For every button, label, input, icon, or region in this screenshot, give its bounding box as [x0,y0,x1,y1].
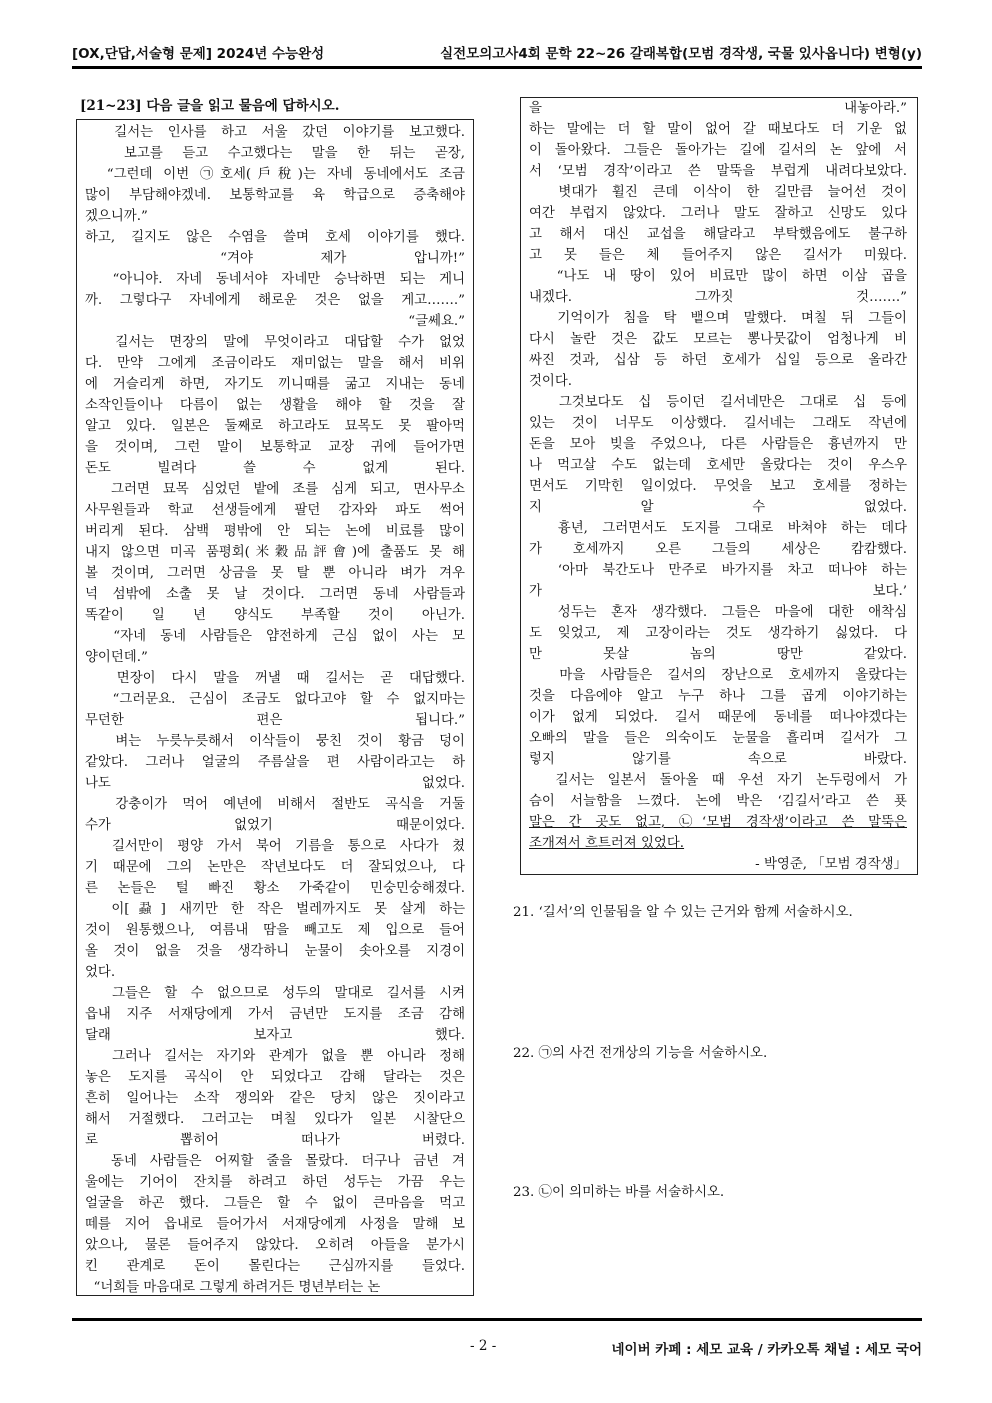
passage-line: 무던한 편은 됩니다.” [85,713,465,728]
passage-line: 나도 없었다. [85,776,465,791]
passage-line: 넉 섬밖에 소출 못 날 것이다. 그러면 동네 사람들과 [85,587,465,602]
passage-line: “그런데 이번 ㉠호세(戶稅)는 자네 동네에서도 조금 [85,167,465,182]
passage-line: 도 잊었고, 제 고장이라는 것도 생각하기 싫었다. 다 [529,626,907,641]
passage-line: 돈도 빌려다 쓸 수 없게 된다. [85,461,465,476]
passage-line: 다. 만약 그에게 조금이라도 재미없는 말을 해서 비위 [85,356,465,371]
passage-line: 나 먹고살 수도 없는데 호세만 올랐다는 것이 우스우 [529,458,907,473]
passage-line: 말은 간 곳도 없고, ㉡‘모범 경작생’이라고 쓴 말뚝은 [529,815,907,830]
passage-line: 길서만이 평양 가서 북어 기름을 통으로 사다가 쳤 [85,839,465,854]
question-22: 22. ㉠의 사건 전개상의 기능을 서술하시오. [513,1046,768,1061]
passage-line: 얼굴을 하곤 했다. 그들은 할 수 없이 큰마음을 먹고 [85,1196,465,1211]
passage-line: 성두는 혼자 생각했다. 그들은 마을에 대한 애착심 [529,605,907,620]
passage-line: 하고, 길지도 않은 수염을 쓸며 호세 이야기를 했다. [85,230,465,245]
passage-line: 돈을 모아 빚을 주었으나, 다른 사람들은 흉년까지 만 [529,437,907,452]
header-right-title: 실전모의고사4회 문학 22~26 갈래복합(모범 경작생, 국물 있사옵니다) 변형(y) [440,46,922,62]
footer-rule [72,1318,922,1321]
page-number: - 2 - [470,1338,497,1354]
passage-line: 길서는 일본서 돌아올 때 우선 자기 논두렁에서 가 [529,773,907,788]
passage-line: 것이다. [529,374,573,389]
passage-line: 조개져서 흐트러져 있었다. [529,836,685,851]
passage-line: 면장이 다시 말을 꺼낼 때 길서는 곧 대답했다. [85,671,465,686]
passage-line: 읍내 지주 서재당에게 가서 금년만 도지를 조금 감해 [85,1007,465,1022]
passage-line: 었다. [85,965,116,980]
passage-line: 길서는 면장의 말에 무엇이라고 대답할 수가 없었 [85,335,465,350]
passage-line: 그들은 할 수 없으므로 성두의 말대로 길서를 시켜 [85,986,465,1001]
passage-line: 가 보다.’ [529,584,907,599]
passage-line: 다시 놀란 것은 값도 모르는 뽕나뭇값이 엄청나게 비 [529,332,907,347]
passage-line: 벼는 누릇누릇해서 이삭들이 뭉친 것이 황금 덩이 [85,734,465,749]
passage-line: 달래 보자고 했다. [85,1028,465,1043]
passage-line: 떼를 지어 읍내로 들어가서 서재당에게 사정을 말해 보 [85,1217,465,1232]
passage-line: 길서는 인사를 하고 서울 갔던 이야기를 보고했다. [85,125,465,140]
passage-line: 을 내놓아라.” [529,101,907,116]
passage-line: “너희들 마음대로 그렇게 하려거든 명년부터는 논 [85,1280,381,1295]
passage-line: 이 돌아왔다. 그들은 돌아가는 길에 길서의 논 앞에 서 [529,143,907,158]
passage-line: 마을 사람들은 길서의 장난으로 호세까지 올랐다는 [529,668,907,683]
passage-line: 똑같이 일 년 양식도 부족할 것이 아닌가. [85,608,465,623]
passage-line: 놓은 도지를 곡식이 안 되었다고 감해 달라는 것은 [85,1070,465,1085]
passage-line: 강충이가 먹어 예년에 비해서 절반도 곡식을 거둘 [85,797,465,812]
passage-line: “글쎄요.” [85,314,465,329]
passage-line: 볼 것이며, 그러면 상금을 못 탈 뿐 아니라 벼가 겨우 [85,566,465,581]
passage-line: 그러면 묘목 심었던 밭에 조를 심게 되고, 면사무소 [85,482,465,497]
passage-line: “아니야. 자네 동네서야 자네만 승낙하면 되는 게니 [85,272,465,287]
passage-line: 을 것이며, 그런 말이 보통학교 교장 귀에 들어가면 [85,440,465,455]
footer-channel-info: 네이버 카페 : 세모 교육 / 카카오톡 채널 : 세모 국어 [611,1342,922,1358]
header-left-title: [OX,단답,서술형 문제] 2024년 수능완성 [72,46,325,62]
passage-line: 있는 것이 너무도 이상했다. 길서네는 그래도 작년에 [529,416,907,431]
passage-line: 렇지 않기를 속으로 바랐다. [529,752,907,767]
passage-line: 울에는 기어이 잔치를 하려고 하던 성두는 가끔 우는 [85,1175,465,1190]
passage-line: 로 뽑히어 떠나가 버렸다. [85,1133,465,1148]
passage-right-column [520,97,918,875]
passage-line: 킨 관계로 돈이 몰린다는 근심까지를 들었다. [85,1259,465,1274]
passage-line: 동네 사람들은 어찌할 줄을 몰랐다. 더구나 금년 겨 [85,1154,465,1169]
passage-line: 내지 않으면 미곡 품평회(米穀品評會)에 출품도 못 해 [85,545,465,560]
passage-line: 기억이가 침을 탁 뱉으며 말했다. 며칠 뒤 그들이 [529,311,907,326]
passage-line: 면서도 기막힌 일이었다. 무엇을 보고 호세를 정하는 [529,479,907,494]
passage-line: 버리게 된다. 삼백 평밖에 안 되는 논에 비료를 많이 [85,524,465,539]
passage-line: 것을 다음에야 알고 누구 하나 그를 곱게 이야기하는 [529,689,907,704]
passage-line: 이[蝨] 새끼만 한 작은 벌레까지도 못 살게 하는 [85,902,465,917]
passage-line: “그러문요. 근심이 조금도 없다고야 할 수 없지마는 [85,692,465,707]
passage-line: 올 것이 없을 것을 생각하니 눈물이 솟아오를 지경이 [85,944,465,959]
passage-line: 른 논들은 털 빠진 황소 가죽같이 민숭민숭해졌다. [85,881,465,896]
passage-line: 볏대가 휠진 큰데 이삭이 한 길만큼 늘어선 것이 [529,185,907,200]
question-23: 23. ㉡이 의미하는 바를 서술하시오. [513,1185,725,1200]
section-title: [21~23] 다음 글을 읽고 물음에 답하시오. [80,98,340,114]
passage-line: 것이 원통했으나, 여름내 땀을 빼고도 제 입으로 들어 [85,923,465,938]
passage-line: 소작인들이나 다름이 없는 생활을 해야 할 것을 잘 [85,398,465,413]
passage-source: - 박영준, 「모범 경작생」 [755,857,907,872]
passage-line: ‘아마 북간도나 만주로 바가지를 차고 떠나야 하는 [529,563,907,578]
passage-line: 만 못살 놈의 땅만 같았다. [529,647,907,662]
passage-line: 알고 있다. 일본은 둘째로 하고라도 묘목도 못 팔아먹 [85,419,465,434]
passage-line: 에 거슬리게 하면, 자기도 끼니때를 굶고 지내는 동네 [85,377,465,392]
passage-line: “나도 내 땅이 있어 비료만 많이 하면 이삼 곱을 [529,269,907,284]
header-rule [72,66,922,69]
passage-line: 가 호세까지 오른 그들의 세상은 캄캄했다. [529,542,907,557]
passage-line: “겨야 제가 압니까!” [85,251,465,266]
passage-line: 이가 없게 되었다. 길서 때문에 동네를 떠나야겠다는 [529,710,907,725]
passage-line: 오빠의 말을 들은 의숙이도 눈물을 흘리며 길서가 그 [529,731,907,746]
passage-line: 그것보다도 십 등이던 길서네만은 그대로 십 등에 [529,395,907,410]
page-header [72,42,922,66]
passage-line: 흔히 일어나는 소작 쟁의와 같은 당치 않은 짓이라고 [85,1091,465,1106]
passage-line: 겠으니까.” [85,209,148,224]
passage-line: 많이 부담해야겠네. 보통학교를 육 학급으로 증축해야 [85,188,465,203]
passage-line: 흉년, 그러면서도 도지를 그대로 바쳐야 하는 데다 [529,521,907,536]
question-21: 21. ‘길서’의 인물됨을 알 수 있는 근거와 함께 서술하시오. [513,905,853,920]
passage-line: 지 알 수 없었다. [529,500,907,515]
passage-line: 보고를 듣고 수고했다는 말을 한 뒤는 곧장, [85,146,465,161]
passage-line: 양이던데.” [85,650,148,665]
passage-line: 사무원들과 학교 선생들에게 팔던 감자와 파도 썩어 [85,503,465,518]
passage-line: 고 해서 대신 교섭을 해달라고 부탁했음에도 불구하 [529,227,907,242]
passage-line: 같았다. 그러나 얼굴의 주름살을 편 사람이라고는 하 [85,755,465,770]
passage-line: 그러나 길서는 자기와 관계가 없을 뿐 아니라 정해 [85,1049,465,1064]
passage-line: 해서 거절했다. 그러고는 며칠 있다가 일본 시찰단으 [85,1112,465,1127]
passage-line: 기 때문에 그의 논만은 작년보다도 더 잘되었으나, 다 [85,860,465,875]
passage-line: 고 못 들은 체 들어주지 않은 길서가 미웠다. [529,248,907,263]
passage-line: 싸진 것과, 십삼 등 하던 호세가 십일 등으로 올라간 [529,353,907,368]
passage-line: 슴이 서늘함을 느꼈다. 논에 박은 ‘김길서’라고 쓴 푯 [529,794,907,809]
passage-line: 하는 말에는 더 할 말이 없어 갈 때보다도 더 기운 없 [529,122,907,137]
passage-line: “자네 동네 사람들은 얌전하게 근심 없이 사는 모 [85,629,465,644]
passage-line: 서 ‘모범 경작’이라고 쓴 말뚝을 부럽게 내려다보았다. [529,164,907,179]
passage-left-column [76,119,474,1296]
passage-line: 았으나, 물론 들어주지 않았다. 오히려 아들을 분가시 [85,1238,465,1253]
passage-line: 수가 없었기 때문이었다. [85,818,465,833]
passage-line: 까. 그렇다구 자네에게 해로운 것은 없을 게고…….” [85,293,465,308]
passage-line: 내겠다. 그까짓 것…….” [529,290,907,305]
passage-line: 여간 부럽지 않았다. 그러나 말도 잘하고 신망도 있다 [529,206,907,221]
